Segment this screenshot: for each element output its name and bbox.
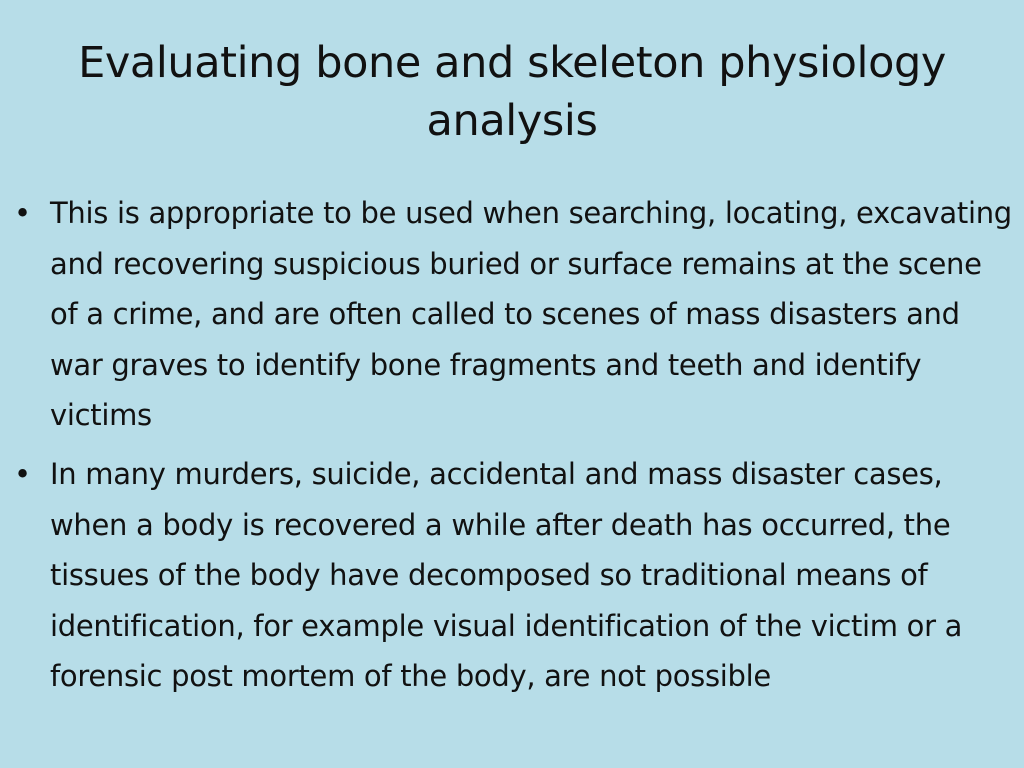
bullet-mark: • [14,196,31,230]
bullet-text: In many murders, suicide, accidental and mass disaster cases, when a body is recovered a while after death has occurred, the tissues of the body have decomposed so traditional means of identification, for example visual identification of the victim or a forensic post mortem of the body, are not possible [50,456,963,694]
bullet-list [14,188,1014,710]
bullet-item [14,449,1014,702]
bullet-item [14,188,1014,441]
bullet-mark: • [14,456,31,491]
bullet-text: This is appropriate to be used when searching, locating, excavating and recovering suspicious buried or surface remains at the scene of a crime, and are often called to scenes of mass disasters and war graves to identify bone fragments and teeth and identify victims [50,196,1012,433]
slide-title: Evaluating bone and skeleton physiology analysis [78,38,946,146]
